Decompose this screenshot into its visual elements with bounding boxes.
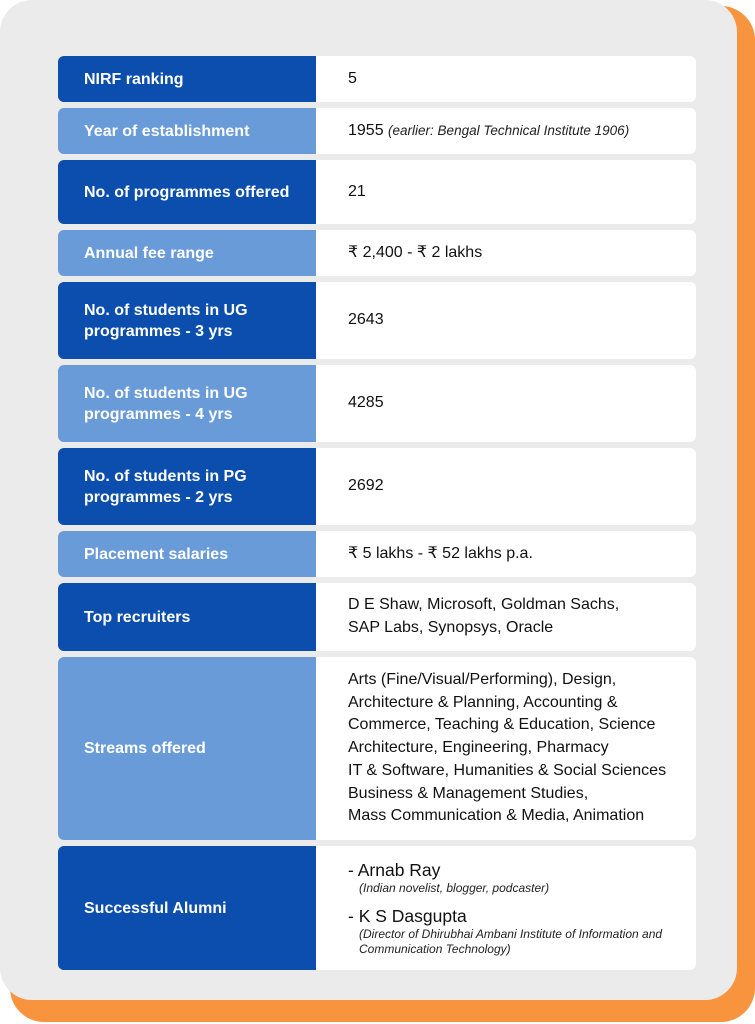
row-value [316, 583, 696, 651]
value-line: Commerce, Teaching & Education, Science [348, 716, 656, 734]
college-info-table [58, 56, 696, 970]
row-label: No. of students in UG programmes - 3 yrs [58, 282, 316, 359]
row-placement-salaries [58, 531, 696, 577]
alumni-description: (Indian novelist, blogger, podcaster) [359, 880, 550, 895]
row-label: Streams offered [58, 657, 316, 840]
value-line: Arts (Fine/Visual/Performing), Design, [348, 671, 617, 689]
value-text: 1955 [348, 121, 384, 139]
row-value [316, 282, 696, 359]
value-line: Business & Management Studies, [348, 784, 589, 802]
row-value [316, 56, 696, 102]
row-label: Successful Alumni [58, 846, 316, 970]
row-label: No. of programmes offered [58, 160, 316, 224]
row-programmes-offered [58, 160, 696, 224]
value-text: 2692 [348, 477, 384, 495]
alumni-description: (Director of Dhirubhai Ambani Institute of Information and Communication Technology) [359, 926, 663, 956]
row-value [316, 846, 696, 970]
alumni-name: - Arnab Ray [348, 859, 441, 880]
row-value [316, 448, 696, 525]
value-text: ₹ 5 lakhs - ₹ 52 lakhs p.a. [348, 544, 533, 562]
row-year-of-establishment [58, 108, 696, 154]
row-top-recruiters [58, 583, 696, 651]
row-ug-3yrs-students [58, 282, 696, 359]
row-nirf-ranking [58, 56, 696, 102]
row-pg-2yrs-students [58, 448, 696, 525]
row-successful-alumni [58, 846, 696, 970]
value-text: 4285 [348, 394, 384, 412]
row-label: No. of students in PG programmes - 2 yrs [58, 448, 316, 525]
value-line: SAP Labs, Synopsys, Oracle [348, 619, 554, 636]
row-label: No. of students in UG programmes - 4 yrs [58, 365, 316, 442]
row-label: Placement salaries [58, 531, 316, 577]
value-note: (earlier: Bengal Technical Institute 1906) [388, 122, 630, 138]
spacer [348, 896, 686, 906]
row-value [316, 531, 696, 577]
value-line: Architecture & Planning, Accounting & [348, 693, 618, 711]
value-text: 21 [348, 182, 366, 200]
row-label: Top recruiters [58, 583, 316, 651]
value-line: D E Shaw, Microsoft, Goldman Sachs, [348, 596, 620, 614]
value-text: ₹ 2,400 - ₹ 2 lakhs [348, 243, 483, 261]
row-label: NIRF ranking [58, 56, 316, 102]
value-line: Mass Communication & Media, Animation [348, 807, 645, 825]
value-line: Architecture, Engineering, Pharmacy [348, 739, 609, 757]
row-label: Annual fee range [58, 230, 316, 276]
row-value [316, 108, 696, 154]
value-text: 5 [348, 69, 357, 87]
row-value [316, 230, 696, 276]
row-annual-fee-range [58, 230, 696, 276]
row-value [316, 657, 696, 840]
value-line [348, 120, 686, 143]
row-value [316, 160, 696, 224]
row-streams-offered [58, 657, 696, 840]
value-line: IT & Software, Humanities & Social Sciences [348, 761, 667, 779]
alumni-name: - K S Dasgupta [348, 905, 467, 926]
row-ug-4yrs-students [58, 365, 696, 442]
row-value [316, 365, 696, 442]
row-label: Year of establishment [58, 108, 316, 154]
value-text: 2643 [348, 311, 384, 329]
